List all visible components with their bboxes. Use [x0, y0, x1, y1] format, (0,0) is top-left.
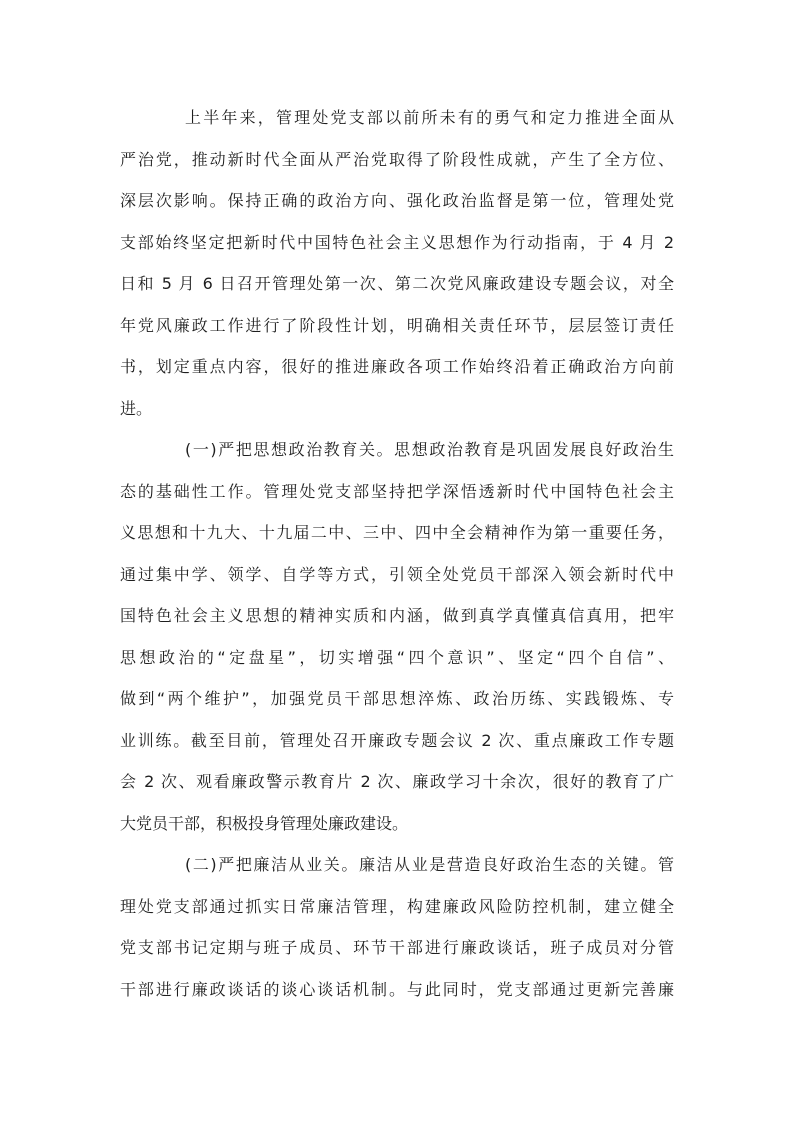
text-line: 书，划定重点内容，很好的推进廉政各项工作始终沿着正确政治方向前: [120, 357, 674, 376]
paragraph-political-education: [120, 429, 674, 844]
text-line: 大党员干部，积极投身管理处廉政建设。: [120, 813, 409, 833]
document-body: [120, 97, 674, 1010]
text-line: 态的基础性工作。管理处党支部坚持把学深悟透新时代中国特色社会主: [120, 481, 674, 501]
text-line: 进。: [120, 398, 153, 418]
text-line: 深层次影响。保持正确的政治方向、强化政治监督是第一位，管理处党: [120, 191, 674, 210]
text-line: 国特色社会主义思想的精神实质和内涵，做到真学真懂真信真用，把牢: [120, 606, 674, 625]
text-line: 理处党支部通过抓实日常廉洁管理，构建廉政风险防控机制，建立健全: [120, 896, 674, 916]
text-line: 党支部书记定期与班子成员、环节干部进行廉政谈话，班子成员对分管: [120, 938, 674, 957]
text-line: 义思想和十九大、十九届二中、三中、四中全会精神作为第一重要任务，: [120, 523, 674, 542]
text-line: (一)严把思想政治教育关。思想政治教育是巩固发展良好政治生: [185, 440, 674, 459]
paragraph-integrity: [120, 844, 674, 1010]
text-line: 支部始终坚定把新时代中国特色社会主义思想作为行动指南，于 4 月 2: [120, 232, 674, 252]
text-line: 严治党，推动新时代全面从严治党取得了阶段性成就，产生了全方位、: [120, 149, 674, 169]
text-line: 通过集中学、领学、自学等方式，引领全处党员干部深入领会新时代中: [120, 564, 674, 584]
text-line: 思想政治的“定盘星”，切实增强“四个意识”、坚定“四个自信”、: [120, 647, 674, 667]
text-line: 做到“两个维护”，加强党员干部思想淬炼、政治历练、实践锻炼、专: [120, 689, 674, 708]
text-line: 上半年来，管理处党支部以前所未有的勇气和定力推进全面从: [185, 108, 674, 127]
text-line: (二)严把廉洁从业关。廉洁从业是营造良好政治生态的关键。管: [185, 855, 674, 874]
text-line: 日和 5 月 6 日召开管理处第一次、第二次党风廉政建设专题会议，对全: [120, 274, 674, 293]
paragraph-party-governance: [120, 97, 674, 429]
text-line: 干部进行廉政谈话的谈心谈话机制。与此同时，党支部通过更新完善廉: [120, 979, 674, 999]
text-line: 业训练。截至目前，管理处召开廉政专题会议 2 次、重点廉政工作专题: [120, 730, 674, 750]
text-line: 年党风廉政工作进行了阶段性计划，明确相关责任环节，层层签订责任: [120, 315, 674, 335]
text-line: 会 2 次、观看廉政警示教育片 2 次、廉政学习十余次，很好的教育了广: [120, 772, 674, 791]
